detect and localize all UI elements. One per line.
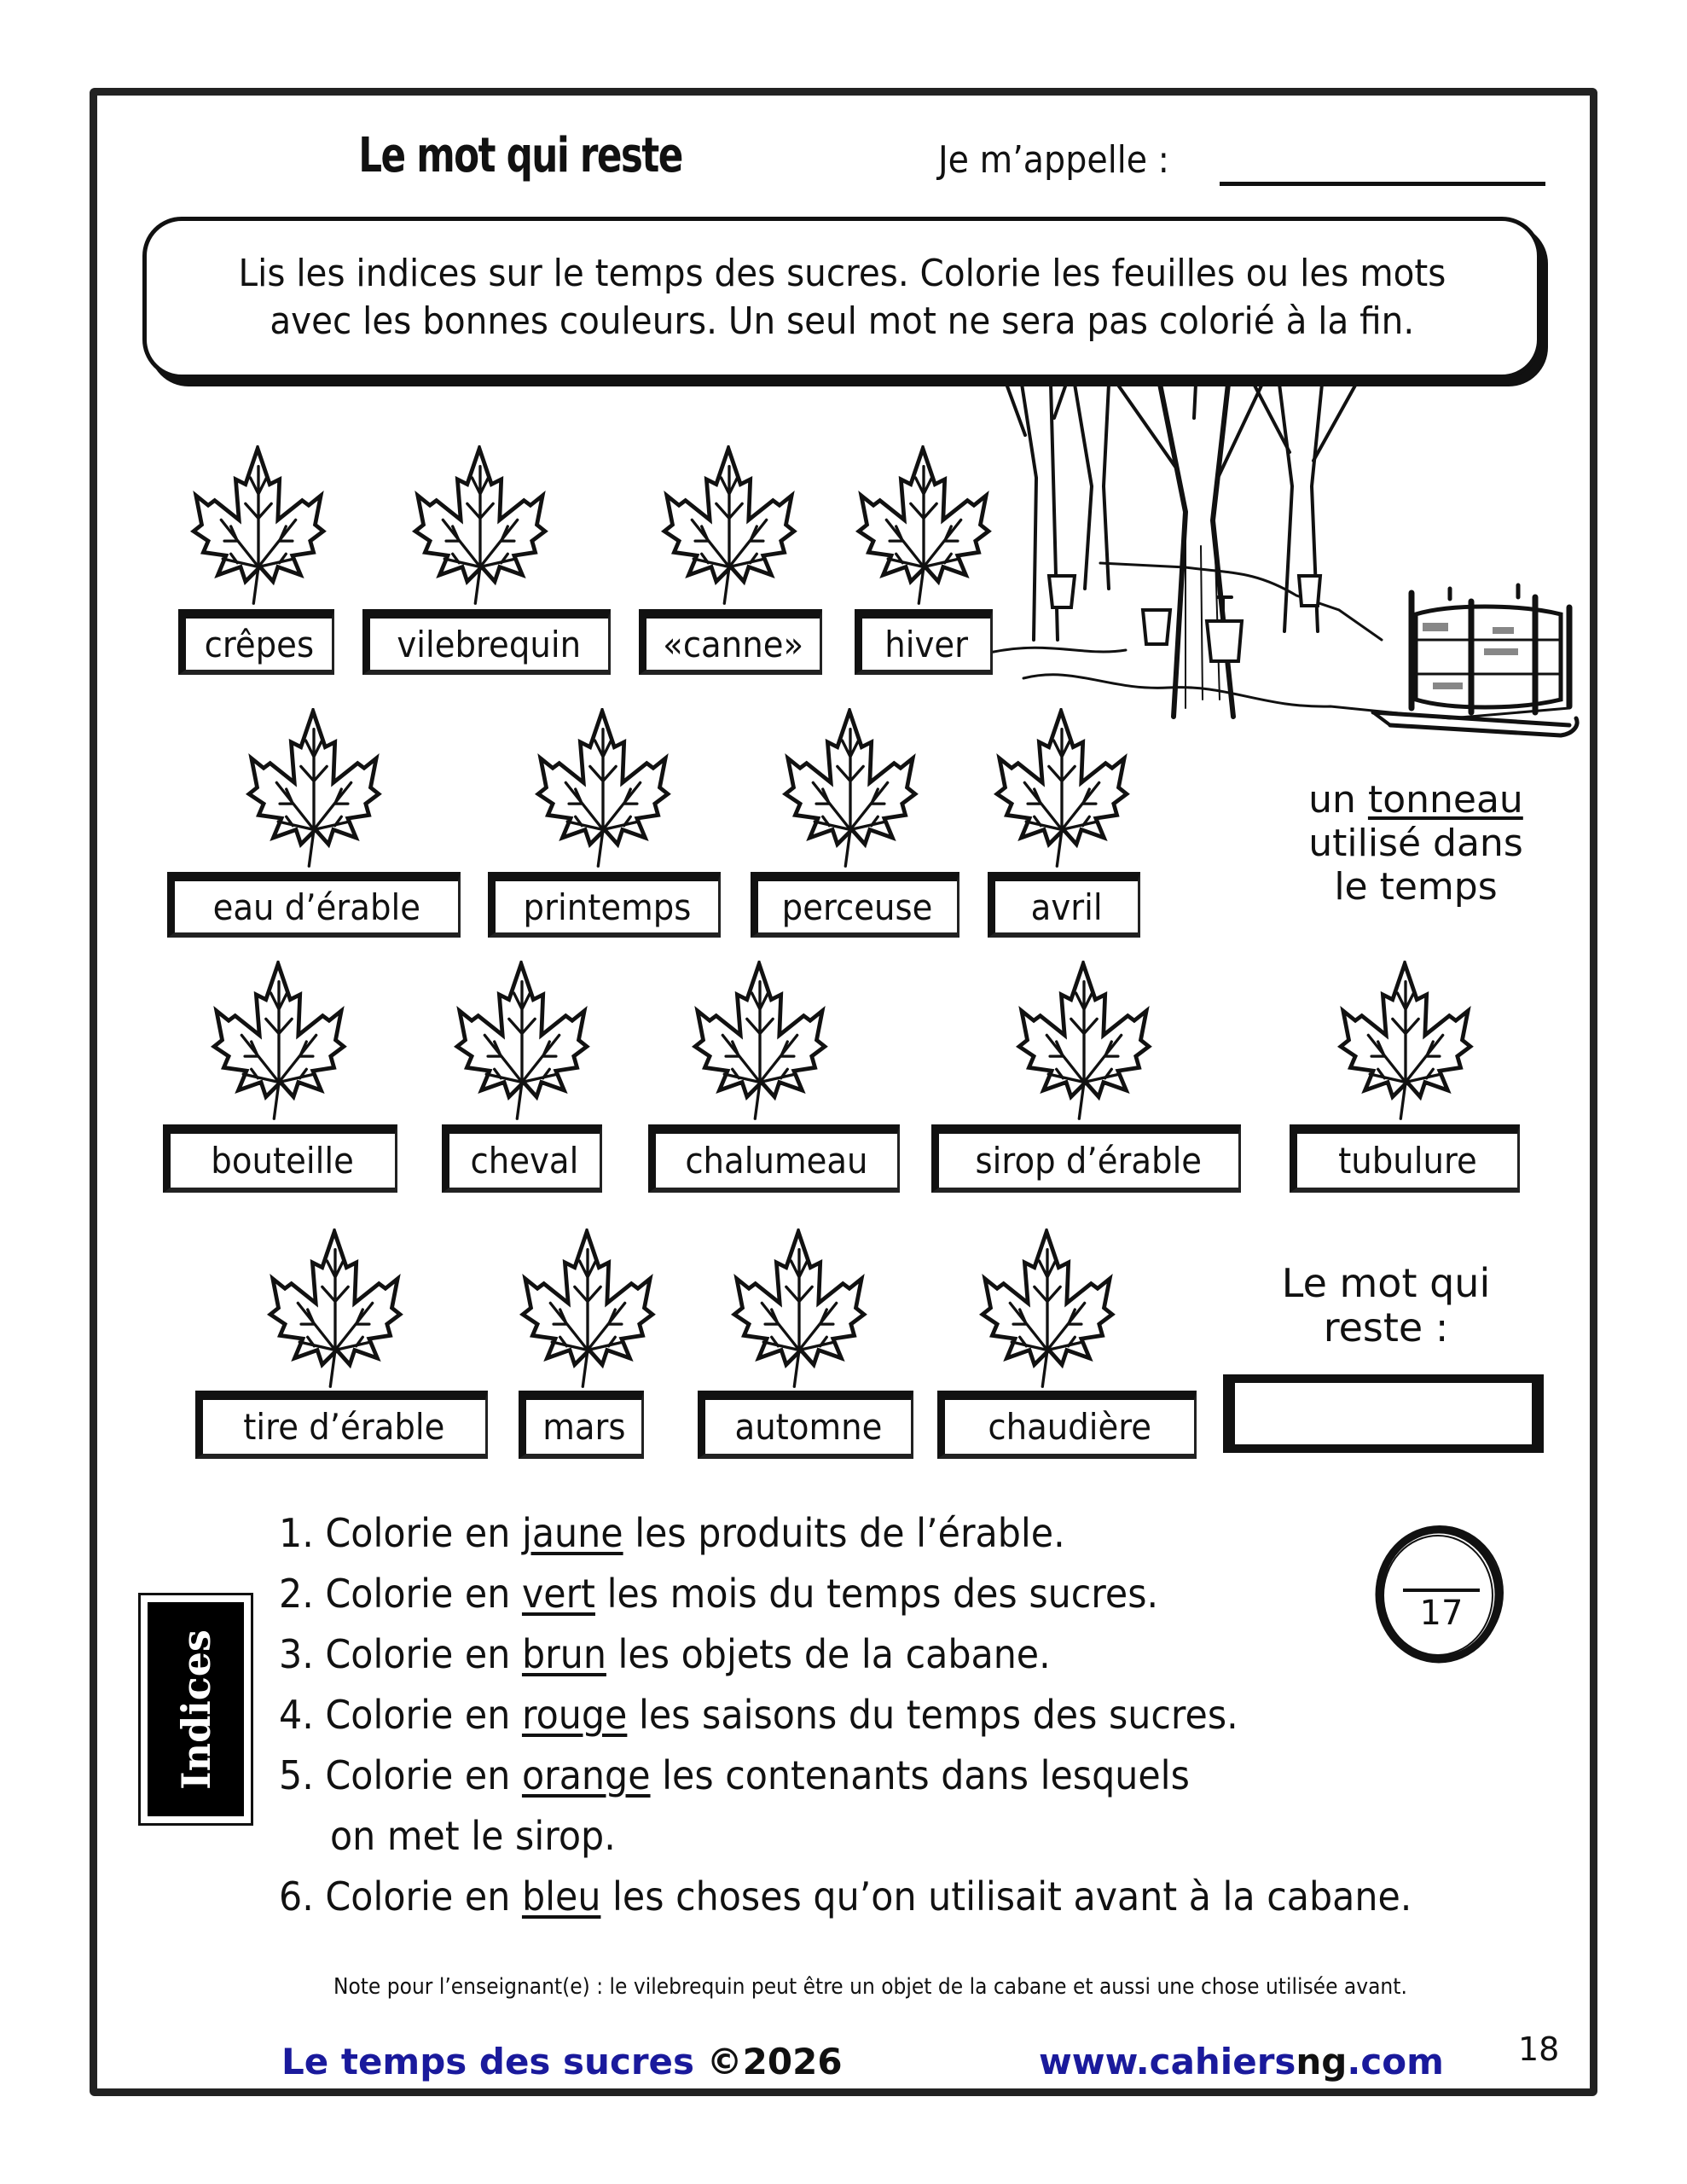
word-label: avril [1030, 886, 1103, 928]
maple-leaf-icon[interactable] [408, 445, 553, 607]
word-label: tire d’érable [243, 1406, 445, 1448]
word-box[interactable] [937, 1391, 1197, 1459]
sugar-bush-illustration [972, 384, 1586, 742]
indices-label: Indices [172, 1629, 219, 1790]
word-label: tubulure [1337, 1140, 1477, 1182]
answer-label [1228, 1261, 1544, 1350]
answer-input-box[interactable] [1223, 1374, 1544, 1453]
instructions-line-2: avec les bonnes couleurs. Un seul mot ne sera pas colorié à la fin. [270, 299, 1414, 343]
footer-title [281, 2041, 843, 2082]
answer-label-line-2: reste : [1323, 1304, 1449, 1350]
maple-leaf-icon[interactable] [727, 1228, 872, 1391]
word-label: mars [542, 1406, 626, 1448]
maple-leaf-icon[interactable] [1012, 961, 1157, 1123]
clue-list [279, 1503, 1412, 1927]
word-label: cheval [470, 1140, 579, 1182]
maple-leaf-icon[interactable] [186, 445, 331, 607]
word-label: chalumeau [685, 1140, 868, 1182]
name-input-line[interactable] [1220, 182, 1545, 186]
name-label: Je m’appelle : [938, 138, 1169, 182]
side-note-underlined: tonneau [1367, 778, 1523, 822]
word-box[interactable] [855, 609, 993, 675]
word-box[interactable] [698, 1391, 913, 1459]
maple-leaf-icon[interactable] [515, 1228, 660, 1391]
clue-item-continuation: on met le sirop. [330, 1813, 616, 1859]
word-box[interactable] [488, 872, 721, 938]
score-earned-line[interactable] [1403, 1589, 1480, 1592]
color-word: jaune [521, 1510, 623, 1556]
instructions-line-1: Lis les indices sur le temps des sucres. Colorie les feuilles ou les mots [238, 252, 1446, 295]
word-box[interactable] [442, 1124, 602, 1193]
word-label: vilebrequin [397, 623, 582, 665]
word-box[interactable] [519, 1391, 644, 1459]
book-title: Le temps des sucres [281, 2041, 695, 2082]
footer-website[interactable]: www.cahiersng.com [1039, 2041, 1444, 2082]
word-box[interactable] [195, 1391, 488, 1459]
clue-item: 3. Colorie en brun les objets de la cabane. [279, 1631, 1051, 1677]
word-label: printemps [523, 886, 691, 928]
word-label: sirop d’érable [975, 1140, 1203, 1182]
word-label: eau d’érable [212, 886, 420, 928]
maple-leaf-icon[interactable] [687, 961, 832, 1123]
word-label: bouteille [211, 1140, 355, 1182]
answer-label-line-1: Le mot qui [1281, 1260, 1491, 1306]
instructions-box [142, 217, 1541, 379]
color-word: rouge [521, 1692, 628, 1738]
side-note-text: un [1308, 778, 1368, 822]
side-note-line-2: utilisé dans [1308, 822, 1523, 865]
word-label: crêpes [204, 623, 314, 665]
color-word: orange [521, 1752, 651, 1798]
word-label: «canne» [663, 623, 803, 665]
color-word: brun [521, 1631, 606, 1677]
maple-leaf-icon[interactable] [989, 708, 1134, 870]
maple-leaf-icon[interactable] [851, 445, 996, 607]
word-box[interactable] [648, 1124, 900, 1193]
maple-leaf-icon[interactable] [778, 708, 923, 870]
word-box[interactable] [163, 1124, 397, 1193]
maple-leaf-icon[interactable] [206, 961, 351, 1123]
word-box[interactable] [362, 609, 611, 675]
side-note-line-3: le temps [1334, 865, 1498, 909]
page-number: 18 [1518, 2030, 1560, 2068]
maple-leaf-icon[interactable] [657, 445, 802, 607]
word-box[interactable] [751, 872, 959, 938]
clue-item: 6. Colorie en bleu les choses qu’on utilisait avant à la cabane. [279, 1873, 1412, 1920]
indices-label-box [138, 1593, 253, 1826]
color-word: bleu [521, 1873, 601, 1920]
maple-leaf-icon[interactable] [975, 1228, 1120, 1391]
clue-item: 1. Colorie en jaune les produits de l’érable. [279, 1510, 1065, 1556]
word-box[interactable] [931, 1124, 1241, 1193]
word-label: automne [734, 1406, 882, 1448]
maple-leaf-icon[interactable] [263, 1228, 408, 1391]
score-total: 17 [1419, 1594, 1464, 1633]
score-circle-icon [1368, 1522, 1510, 1664]
clue-side-note [1279, 778, 1552, 909]
clue-item: 2. Colorie en vert les mois du temps des sucres. [279, 1571, 1159, 1617]
word-box[interactable] [178, 609, 334, 675]
word-box[interactable] [639, 609, 822, 675]
page-title: Le mot qui reste [358, 128, 682, 183]
maple-leaf-icon[interactable] [449, 961, 594, 1123]
color-word: vert [521, 1571, 595, 1617]
maple-leaf-icon[interactable] [241, 708, 386, 870]
word-label: perceuse [782, 886, 933, 928]
maple-leaf-icon[interactable] [1333, 961, 1478, 1123]
word-box[interactable] [1290, 1124, 1520, 1193]
clue-item: 5. Colorie en orange les contenants dans lesquels [279, 1752, 1190, 1798]
word-label: hiver [884, 623, 968, 665]
maple-leaf-icon[interactable] [530, 708, 675, 870]
clue-item: 4. Colorie en rouge les saisons du temps des sucres. [279, 1692, 1238, 1738]
word-box[interactable] [988, 872, 1140, 938]
word-label: chaudière [988, 1406, 1151, 1448]
teacher-note: Note pour l’enseignant(e) : le vilebrequin peut être un objet de la cabane et aussi une chose utilisée avant. [333, 1974, 1407, 2000]
copyright: ©2026 [706, 2041, 843, 2082]
word-box[interactable] [167, 872, 461, 938]
